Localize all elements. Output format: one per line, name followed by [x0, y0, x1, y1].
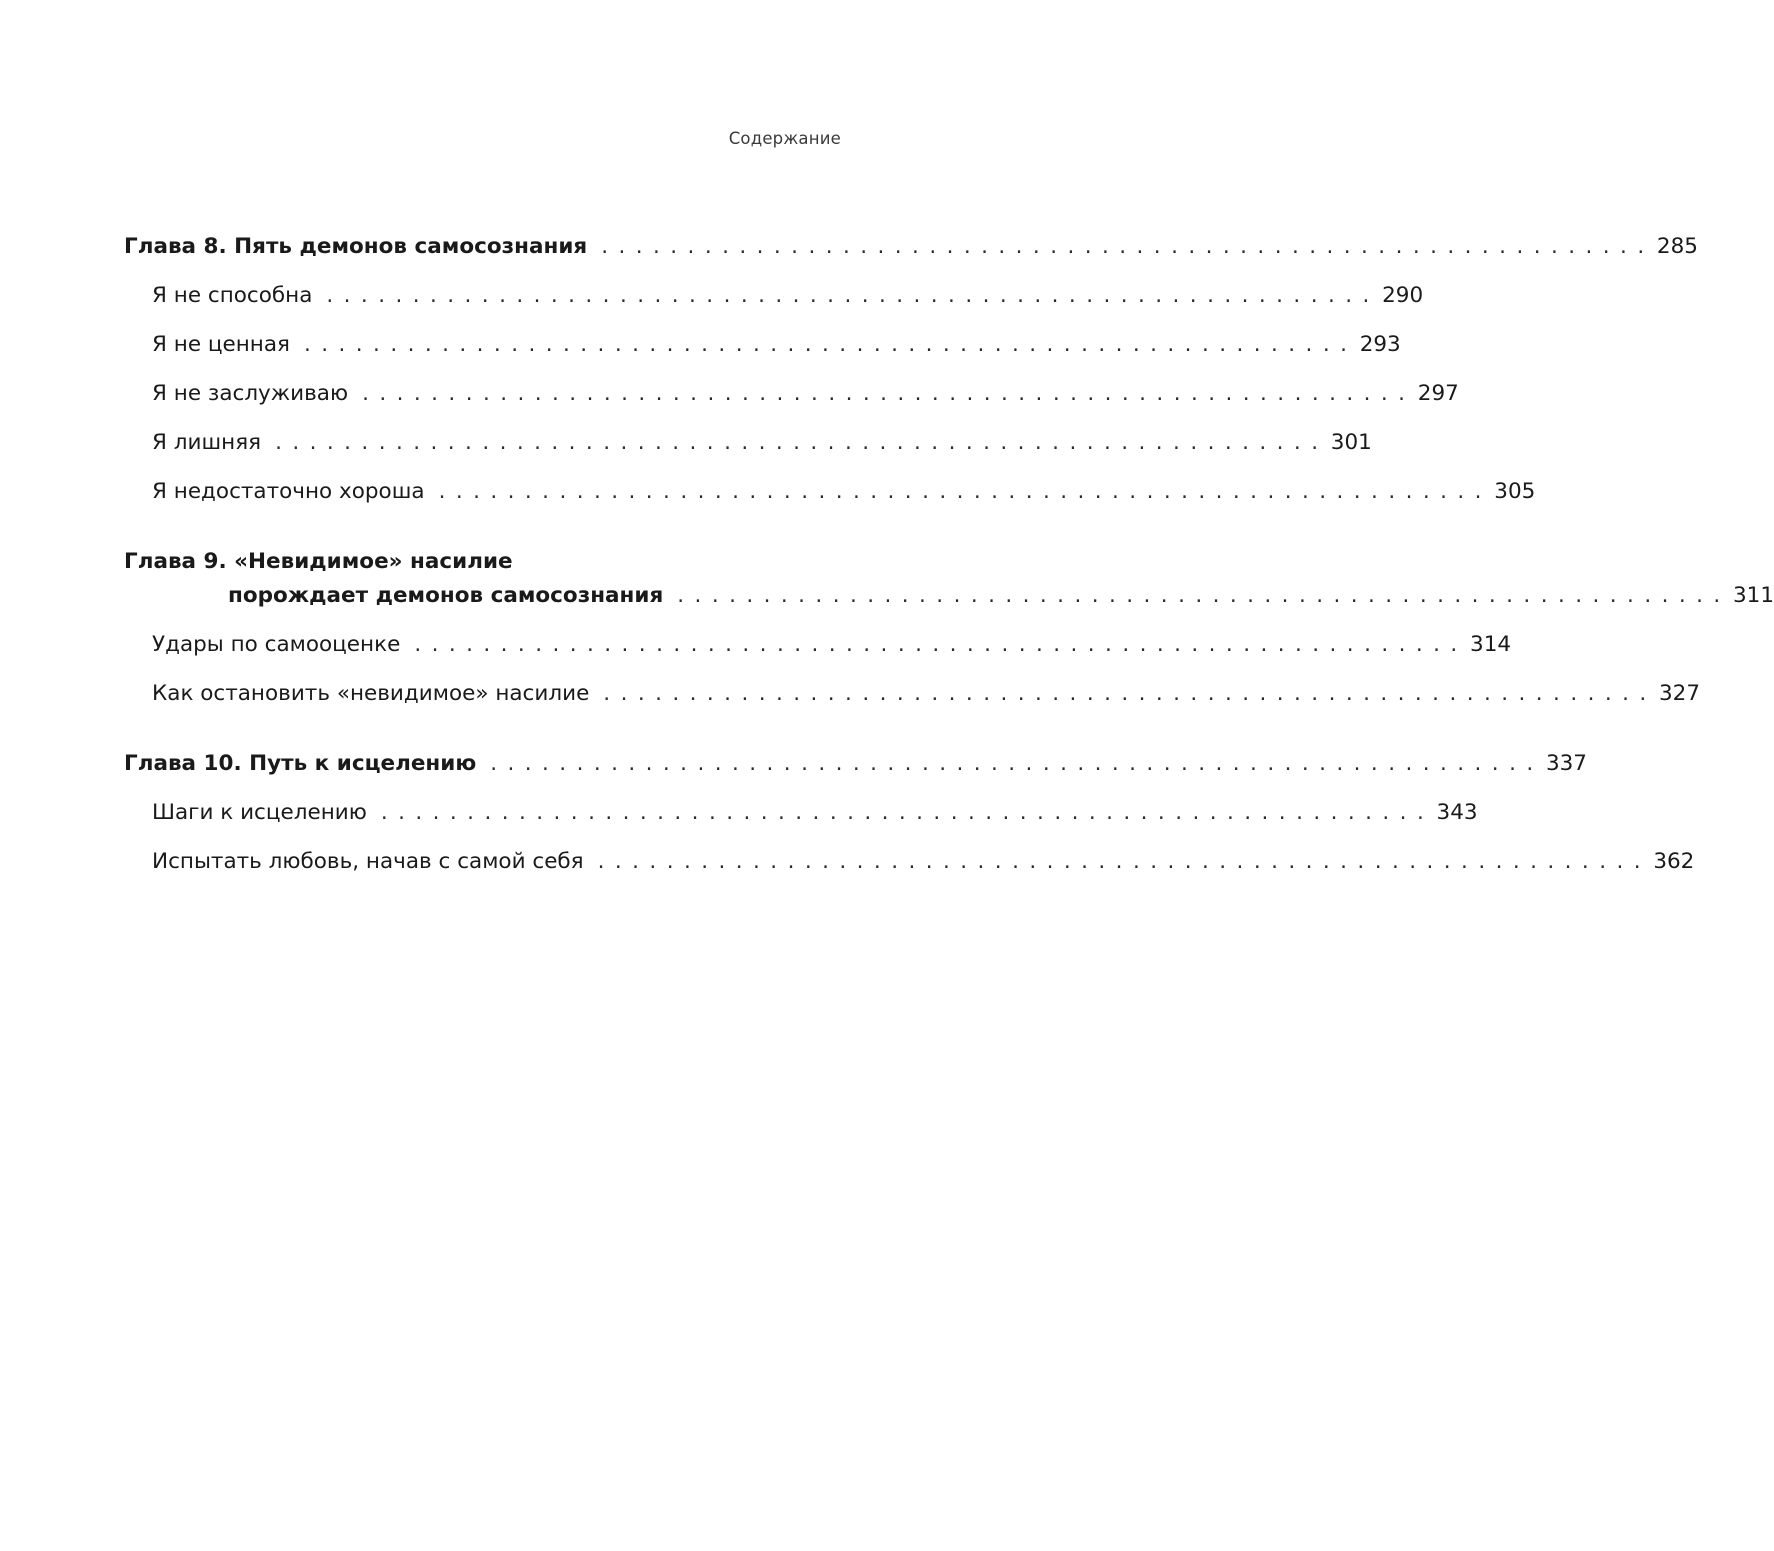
toc-section[interactable] — [124, 677, 1701, 711]
toc-page-number: 290 — [1382, 283, 1424, 308]
dot-leader: . . . . . . . . . . . . . . . . . . . . . . . . . . . . . . . . . . . . . . . . . . . . . . . . . . . . . . . . . . . . . — [303, 332, 1349, 357]
toc-title: Шаги к исцелению — [152, 800, 367, 825]
toc-section[interactable] — [124, 328, 1401, 362]
toc-page-number: 343 — [1436, 800, 1478, 825]
toc-page-number: 285 — [1656, 234, 1698, 259]
toc-section[interactable] — [124, 377, 1459, 411]
running-head: Содержание — [728, 129, 841, 148]
toc-title: Глава 10. Путь к исцелению — [124, 751, 477, 776]
toc-page-number: 327 — [1659, 681, 1701, 706]
dot-leader: . . . . . . . . . . . . . . . . . . . . . . . . . . . . . . . . . . . . . . . . . . . . . . . . . . . . . . . . . . . . . — [414, 632, 1460, 657]
toc-section[interactable] — [124, 845, 1695, 879]
dot-leader: . . . . . . . . . . . . . . . . . . . . . . . . . . . . . . . . . . . . . . . . . . . . . . . . . . . . . . . . . . . . . — [601, 234, 1646, 259]
dot-leader: . . . . . . . . . . . . . . . . . . . . . . . . . . . . . . . . . . . . . . . . . . . . . . . . . . . . . . . . . . . . . — [438, 479, 1484, 504]
toc-section[interactable] — [124, 475, 1536, 509]
toc-chapter-10[interactable] — [124, 747, 1587, 781]
toc-title: Как остановить «невидимое» насилие — [152, 681, 590, 706]
toc-page-number: 362 — [1653, 849, 1695, 874]
toc-page-number: 301 — [1330, 430, 1372, 455]
toc-section[interactable] — [124, 628, 1512, 662]
toc-page-number: 305 — [1494, 479, 1536, 504]
dot-leader: . . . . . . . . . . . . . . . . . . . . . . . . . . . . . . . . . . . . . . . . . . . . . . . . . . . . . . . . . . . . . — [326, 283, 1372, 308]
toc-section[interactable] — [124, 279, 1424, 313]
toc-section[interactable] — [124, 426, 1372, 460]
dot-leader: . . . . . . . . . . . . . . . . . . . . . . . . . . . . . . . . . . . . . . . . . . . . . . . . . . . . . . . . . . . . . — [380, 800, 1426, 825]
toc-chapter-8[interactable] — [124, 230, 1698, 264]
toc-page-number: 311 — [1732, 583, 1774, 608]
dot-leader: . . . . . . . . . . . . . . . . . . . . . . . . . . . . . . . . . . . . . . . . . . . . . . . . . . . . . . . . . . . . . — [677, 583, 1723, 608]
dot-leader: . . . . . . . . . . . . . . . . . . . . . . . . . . . . . . . . . . . . . . . . . . . . . . . . . . . . . . . . . . . . . — [603, 681, 1649, 706]
toc-page-number: 314 — [1470, 632, 1512, 657]
toc-page-number: 297 — [1417, 381, 1459, 406]
toc-chapter-9-line-1[interactable] — [124, 545, 841, 579]
dot-leader: . . . . . . . . . . . . . . . . . . . . . . . . . . . . . . . . . . . . . . . . . . . . . . . . . . . . . . . . . . . . . — [362, 381, 1407, 406]
toc-title: Я недостаточно хороша — [152, 479, 425, 504]
toc-title: Испытать любовь, начав с самой себя — [152, 849, 584, 874]
toc-title: Я не способна — [152, 283, 313, 308]
toc-title: Я не ценная — [152, 332, 290, 357]
toc-title-continued: порождает демонов самосознания — [228, 583, 664, 608]
toc-section[interactable] — [124, 796, 1478, 830]
dot-leader: . . . . . . . . . . . . . . . . . . . . . . . . . . . . . . . . . . . . . . . . . . . . . . . . . . . . . . . . . . . . . — [275, 430, 1320, 455]
toc-title: Глава 9. «Невидимое» насилие — [124, 549, 513, 574]
toc-title: Удары по самооценке — [152, 632, 401, 657]
toc-title: Я лишняя — [152, 430, 262, 455]
toc-page-number: 337 — [1545, 751, 1587, 776]
toc-chapter-9-line-2[interactable] — [124, 579, 1774, 613]
toc-title: Глава 8. Пять демонов самосознания — [124, 234, 588, 259]
toc-title: Я не заслуживаю — [152, 381, 349, 406]
dot-leader: . . . . . . . . . . . . . . . . . . . . . . . . . . . . . . . . . . . . . . . . . . . . . . . . . . . . . . . . . . . . . — [597, 849, 1643, 874]
toc-page-number: 293 — [1359, 332, 1401, 357]
table-of-contents — [124, 230, 1774, 879]
dot-leader: . . . . . . . . . . . . . . . . . . . . . . . . . . . . . . . . . . . . . . . . . . . . . . . . . . . . . . . . . . . . . — [490, 751, 1535, 776]
